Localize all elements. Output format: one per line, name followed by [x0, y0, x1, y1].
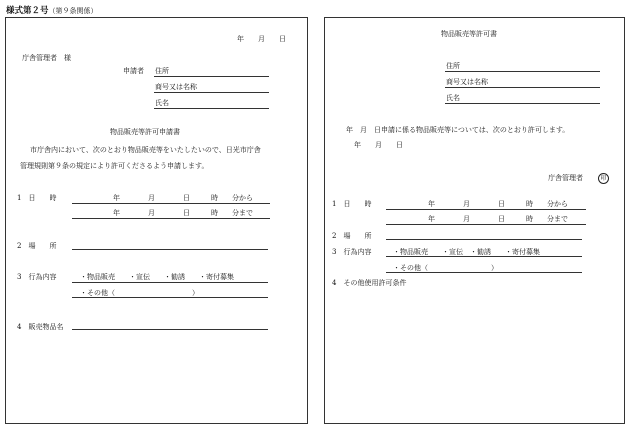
application-body-line1: 市庁舎内において、次のとおり物品販売等をいたしたいので、日光市庁舎	[30, 146, 261, 154]
permit-trade-name-label: 商号又は名称	[446, 78, 488, 86]
permit-date: 年 月 日	[354, 141, 403, 149]
permit-item4-label: 4 その他使用許可条件	[332, 279, 407, 287]
permit-item2-place-line[interactable]	[386, 239, 582, 240]
applicant-trade-name-line[interactable]	[154, 92, 269, 93]
application-title: 物品販売等許可申請書	[110, 128, 180, 136]
permit-item1-to-line[interactable]	[386, 224, 586, 225]
permit-item3-options: ・物品販売 ・宣伝 ・勧誘 ・寄付募集	[393, 248, 540, 256]
item1-to: 年 月 日 時 分まで	[113, 209, 253, 217]
applicant-trade-name-label: 商号又は名称	[155, 83, 197, 91]
item3-options-line[interactable]	[72, 282, 268, 283]
permit-item1-label: 1 日 時	[332, 200, 372, 208]
permit-trade-name-line[interactable]	[445, 87, 600, 88]
item1-from-line[interactable]	[72, 203, 270, 204]
date-line: 年 月 日	[237, 35, 286, 43]
form-number: 様式第２号（第９条関係）	[6, 6, 98, 16]
permit-item3-options-line[interactable]	[386, 256, 582, 257]
addressee: 庁舎管理者 様	[22, 54, 71, 62]
permit-manager: 庁舎管理者	[548, 174, 583, 182]
item2-label: 2 場 所	[17, 242, 57, 250]
item3-options: ・物品販売 ・宣伝 ・勧誘 ・寄付募集	[80, 273, 234, 281]
permit-item2-label: 2 場 所	[332, 232, 372, 240]
item3-label: 3 行為内容	[17, 273, 57, 281]
seal-icon: 印	[598, 173, 609, 184]
permit-address-line[interactable]	[445, 71, 600, 72]
permit-title: 物品販売等許可書	[441, 30, 497, 38]
item4-label: 4 販売物品名	[17, 323, 64, 331]
item3-other: ・その他（ ）	[80, 289, 199, 297]
item1-to-line[interactable]	[72, 218, 270, 219]
permit-name-line[interactable]	[445, 103, 600, 104]
item4-goods-line[interactable]	[72, 329, 268, 330]
applicant-address-line[interactable]	[154, 76, 269, 77]
permit-body-line1: 年 月 日申請に係る物品販売等については、次のとおり許可します。	[346, 126, 570, 134]
permit-item1-from: 年 月 日 時 分から	[428, 200, 568, 208]
applicant-label: 申請者	[123, 67, 144, 75]
application-body-line2: 管理規則第９条の規定により許可くださるよう申請します。	[20, 162, 209, 170]
applicant-address-label: 住所	[155, 67, 169, 75]
item3-other-line[interactable]	[72, 297, 268, 298]
item2-place-line[interactable]	[72, 249, 268, 250]
applicant-name-line[interactable]	[154, 108, 269, 109]
permit-item3-label: 3 行為内容	[332, 248, 372, 256]
applicant-name-label: 氏名	[155, 99, 169, 107]
permit-item1-from-line[interactable]	[386, 209, 586, 210]
permit-name-label: 氏名	[446, 94, 460, 102]
permit-address-label: 住所	[446, 62, 460, 70]
item1-from: 年 月 日 時 分から	[113, 194, 253, 202]
item1-label: 1 日 時	[17, 194, 57, 202]
permit-item3-other: ・その他（ ）	[393, 264, 498, 272]
permit-item1-to: 年 月 日 時 分まで	[428, 215, 568, 223]
application-form-panel	[5, 17, 308, 424]
permit-item3-other-line[interactable]	[386, 272, 582, 273]
